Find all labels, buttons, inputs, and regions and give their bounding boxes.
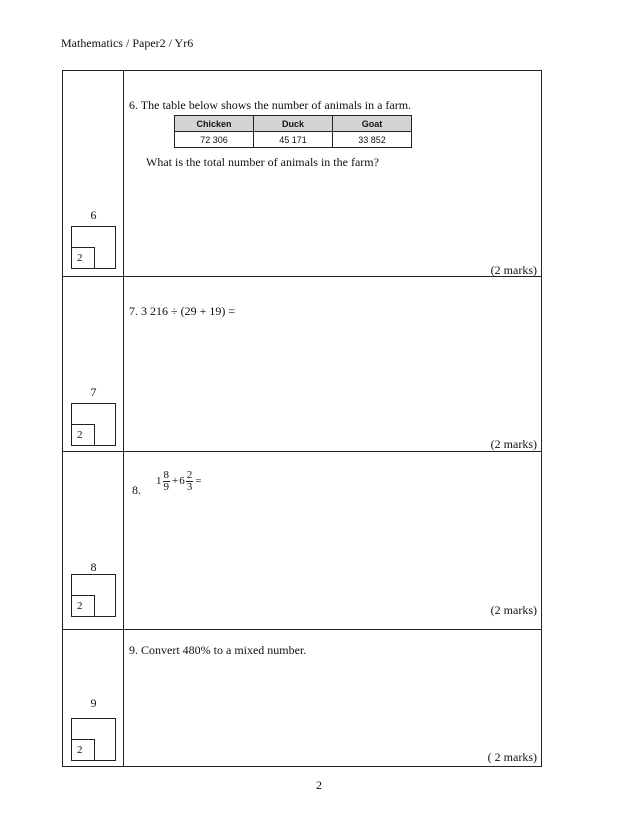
mark-box: [71, 574, 116, 617]
mark-column: [63, 71, 124, 276]
table-cell-chicken: 72 306: [175, 132, 254, 148]
table-cell-duck: 45 171: [254, 132, 333, 148]
marks-label: (2 marks): [490, 437, 537, 451]
whole-number-2: 6: [179, 475, 185, 487]
question-row-9: [63, 630, 541, 766]
question-text: 7. 3 216 ÷ (29 + 19) =: [129, 304, 236, 318]
mark-value: 2: [71, 595, 95, 617]
mark-column: [63, 277, 124, 451]
question-subtext: What is the total number of animals in the farm?: [146, 155, 379, 169]
mark-value: 2: [71, 247, 95, 269]
question-frame: [62, 70, 542, 767]
page-header: Mathematics / Paper2 / Yr6: [61, 36, 194, 50]
table-header-chicken: Chicken: [175, 116, 254, 132]
mark-value: 2: [71, 739, 95, 761]
question-number: 7: [90, 385, 97, 399]
mark-column: [63, 452, 124, 629]
denominator-2: 3: [186, 480, 193, 493]
numerator-2: 2: [186, 468, 193, 481]
question-number: 9: [90, 696, 97, 710]
equals-sign: =: [195, 475, 202, 487]
table-header-duck: Duck: [254, 116, 333, 132]
question-text: 6. The table below shows the number of animals in a farm.: [129, 98, 412, 112]
marks-label: (2 marks): [490, 263, 537, 277]
question-number: 8: [90, 560, 97, 574]
numerator-1: 8: [163, 468, 169, 481]
mark-box: [71, 718, 116, 761]
fraction-2: [186, 470, 194, 493]
question-row-8: [63, 452, 541, 630]
table-row: [175, 132, 412, 148]
plus-operator: +: [172, 475, 179, 487]
fraction-expression: [156, 466, 201, 496]
table-header-row: [175, 116, 412, 132]
whole-number-1: 1: [156, 475, 162, 487]
question-row-6: [63, 71, 541, 277]
denominator-1: 9: [163, 480, 169, 493]
mark-value: 2: [71, 424, 95, 446]
mark-box: [71, 403, 116, 446]
question-label: 8.: [132, 483, 141, 497]
question-row-7: [63, 277, 541, 452]
question-number: 6: [90, 208, 97, 222]
animals-table: [174, 115, 412, 148]
page-number: 2: [316, 778, 322, 792]
mark-column: [63, 630, 124, 766]
mark-box: [71, 226, 116, 269]
marks-label: ( 2 marks): [487, 750, 537, 764]
fraction-1: [163, 470, 171, 493]
marks-label: (2 marks): [490, 603, 537, 617]
table-cell-goat: 33 852: [333, 132, 412, 148]
question-text: 9. Convert 480% to a mixed number.: [129, 643, 307, 657]
table-header-goat: Goat: [333, 116, 412, 132]
